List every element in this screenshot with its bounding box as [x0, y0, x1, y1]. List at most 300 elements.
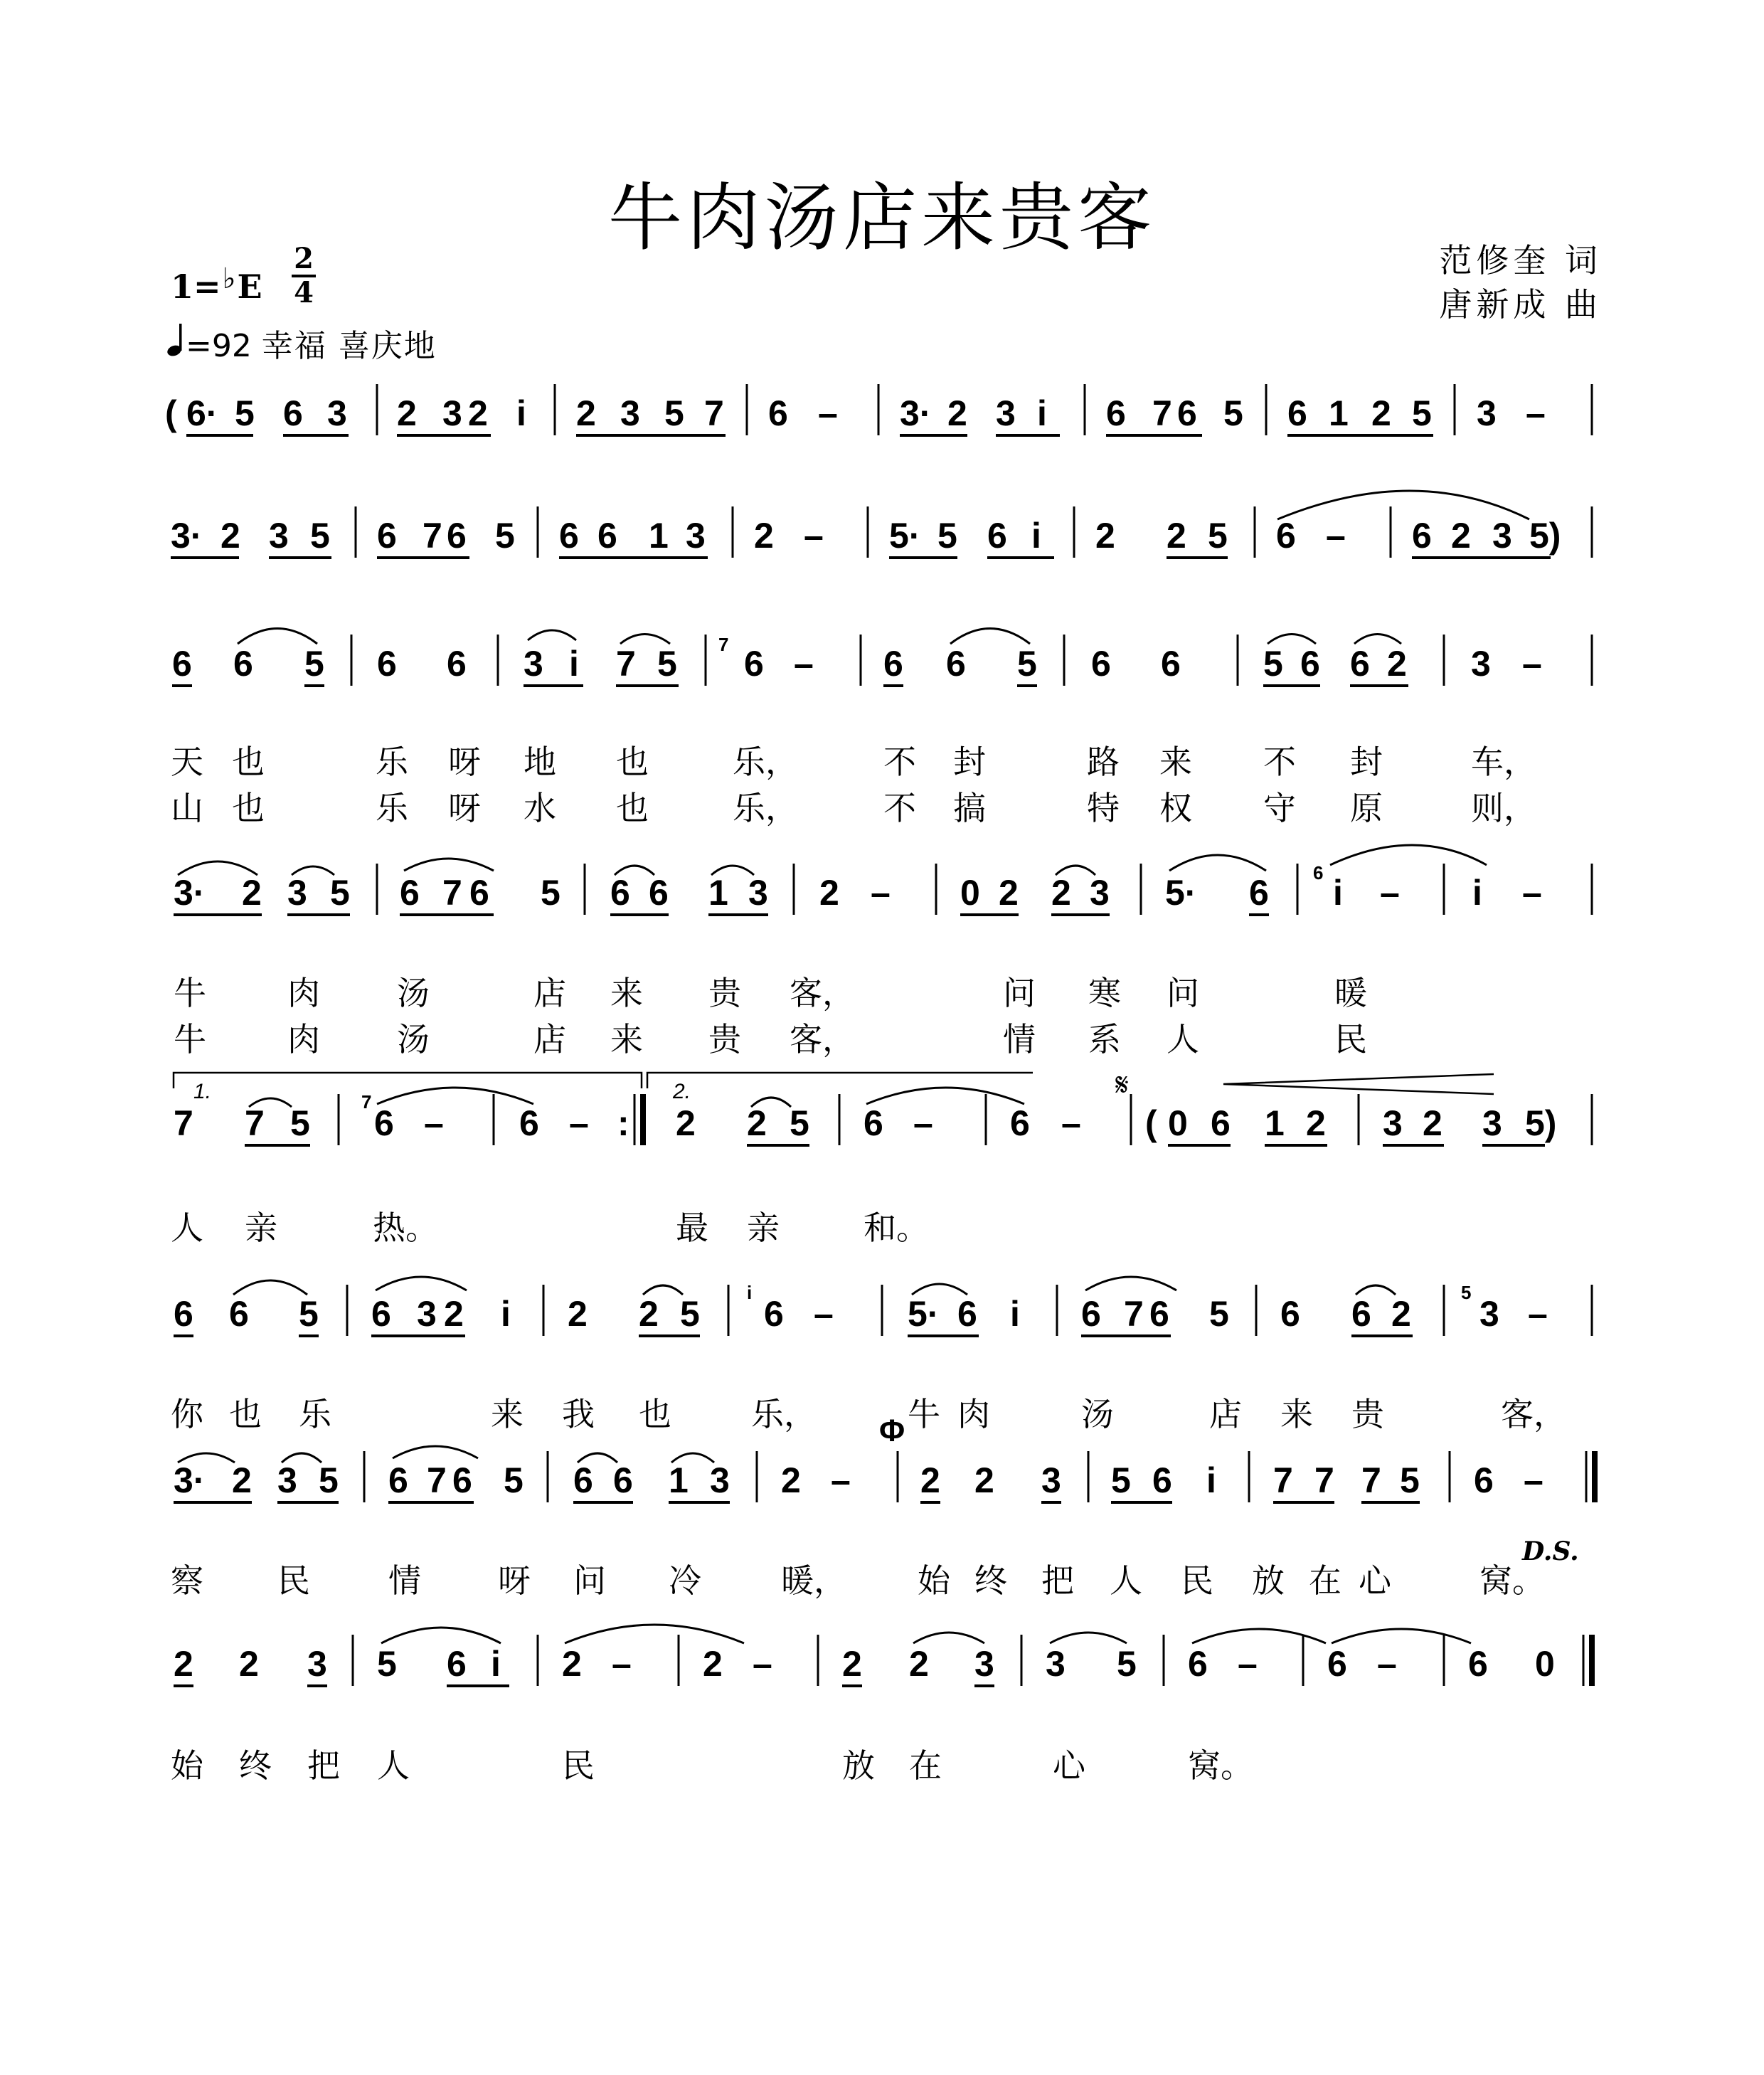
svg-text:5: 5: [1209, 1294, 1229, 1334]
svg-text:6: 6: [1468, 1644, 1488, 1684]
svg-text:6: 6: [469, 873, 489, 913]
lyric-syllable: 情: [388, 1561, 421, 1600]
svg-text:7: 7: [704, 393, 724, 433]
svg-text:5: 5: [1208, 516, 1228, 556]
svg-text:2: 2: [920, 1460, 940, 1500]
svg-text:3: 3: [1041, 1460, 1061, 1500]
svg-text:2: 2: [468, 393, 488, 433]
svg-text:2: 2: [819, 873, 839, 913]
svg-text:–: –: [569, 1103, 589, 1143]
lyric-syllable: 亲: [747, 1209, 780, 1247]
lyric-syllable: 察: [171, 1561, 203, 1600]
tempo-value: =92: [186, 328, 252, 364]
svg-text::: :: [617, 1103, 629, 1143]
lyric-syllable: 冷: [669, 1561, 701, 1600]
lyricist-credit: 范修奎 词: [1439, 241, 1602, 280]
svg-text:5: 5: [299, 1294, 319, 1334]
svg-text:1: 1: [1329, 393, 1349, 433]
svg-text:6: 6: [883, 644, 903, 684]
svg-text:3: 3: [1383, 1103, 1403, 1143]
svg-text:6: 6: [1161, 644, 1181, 684]
svg-text:–: –: [1528, 1294, 1548, 1334]
svg-text:i: i: [1037, 393, 1047, 433]
lyric-syllable: 来: [1280, 1395, 1313, 1433]
svg-text:i: i: [501, 1294, 511, 1334]
svg-text:3: 3: [1492, 516, 1512, 556]
lyric-syllable: 也: [616, 789, 649, 827]
lyric-syllable: 搞: [953, 789, 986, 827]
svg-text:5): 5): [1525, 1103, 1557, 1143]
svg-text:5·: 5·: [1165, 873, 1197, 913]
svg-text:7: 7: [442, 873, 462, 913]
svg-text:–: –: [804, 516, 824, 556]
flat-sign: ♭: [222, 262, 236, 295]
svg-text:–: –: [818, 393, 838, 433]
svg-text:2: 2: [999, 873, 1019, 913]
svg-text:6: 6: [1474, 1460, 1494, 1500]
lyric-syllable: 呀: [448, 789, 481, 827]
lyric-syllable: 贵: [708, 1020, 741, 1058]
paren-open: (: [165, 393, 177, 433]
svg-text:3: 3: [277, 1460, 297, 1500]
svg-text:6: 6: [174, 1294, 193, 1334]
lyric-syllable: 心: [1053, 1746, 1085, 1785]
lyric-syllable: 不: [883, 789, 916, 827]
lyric-syllable: 把: [1041, 1561, 1074, 1600]
svg-text:5): 5): [1529, 516, 1561, 556]
svg-text:2: 2: [703, 1644, 723, 1684]
svg-text:6: 6: [744, 644, 764, 684]
svg-text:6: 6: [1351, 1294, 1371, 1334]
lyric-syllable: 车，: [1471, 743, 1536, 781]
lyric-syllable: 寒: [1088, 974, 1121, 1012]
meter-top: 2: [294, 242, 314, 275]
svg-text:2: 2: [1451, 516, 1471, 556]
lyric-syllable: 亲: [245, 1209, 277, 1247]
svg-text:3: 3: [620, 393, 640, 433]
svg-text:6: 6: [1276, 516, 1296, 556]
svg-text:6: 6: [1300, 644, 1320, 684]
lyric-syllable: 热。: [373, 1209, 438, 1247]
svg-text:6: 6: [1280, 1294, 1300, 1334]
svg-text:6: 6: [610, 873, 630, 913]
lyric-syllable: 封: [953, 743, 986, 781]
lyric-syllable: 暖: [1334, 974, 1367, 1012]
svg-text:–: –: [871, 873, 891, 913]
lyric-syllable: 情: [1003, 1020, 1036, 1058]
system-3: [172, 629, 1592, 686]
svg-text:2: 2: [754, 516, 774, 556]
lyric-syllable: 乐: [376, 789, 408, 827]
svg-text:5: 5: [330, 873, 350, 913]
lyric-syllable: 贵: [1351, 1395, 1384, 1433]
svg-text:7: 7: [616, 644, 636, 684]
svg-text:7: 7: [718, 634, 729, 655]
lyric-syllable: 问: [573, 1561, 606, 1600]
lyric-syllable: 民: [277, 1561, 310, 1600]
svg-text:6: 6: [1106, 393, 1126, 433]
lyric-syllable: 暖，: [781, 1561, 846, 1600]
svg-text:i: i: [491, 1644, 501, 1684]
svg-text:6: 6: [613, 1460, 633, 1500]
lyric-syllable: 我: [562, 1395, 595, 1433]
lyric-syllable: 权: [1159, 789, 1192, 827]
svg-text:0: 0: [960, 873, 980, 913]
svg-text:6: 6: [172, 644, 192, 684]
svg-text:6: 6: [1081, 1294, 1101, 1334]
svg-text:6: 6: [1412, 516, 1432, 556]
meter-bottom: 4: [294, 276, 314, 309]
lyric-syllable: 特: [1087, 789, 1120, 827]
svg-text:7: 7: [1273, 1460, 1293, 1500]
svg-text:2: 2: [909, 1644, 929, 1684]
svg-text:–: –: [1524, 1460, 1544, 1500]
lyric-syllable: 店: [533, 1020, 566, 1058]
lyric-syllable: 窝。: [1479, 1561, 1545, 1600]
dal-segno-mark: D.S.: [1522, 1537, 1579, 1566]
lyric-syllable: 乐，: [733, 789, 798, 827]
lyric-syllable: 乐: [299, 1395, 331, 1433]
lyric-syllable: 也: [232, 743, 265, 781]
svg-text:3: 3: [748, 873, 768, 913]
svg-text:2: 2: [1306, 1103, 1326, 1143]
svg-text:6: 6: [388, 1460, 408, 1500]
svg-text:6: 6: [946, 644, 966, 684]
svg-text:6: 6: [374, 1103, 394, 1143]
svg-text:5: 5: [680, 1294, 700, 1334]
svg-text:i: i: [1206, 1460, 1216, 1500]
svg-text:3: 3: [1477, 393, 1497, 433]
lyric-syllable: 始: [171, 1746, 203, 1785]
svg-text:1: 1: [649, 516, 669, 556]
svg-text:6: 6: [1350, 644, 1370, 684]
svg-text:6: 6: [957, 1294, 977, 1334]
lyric-syllable: 路: [1087, 743, 1120, 781]
svg-text:5: 5: [1461, 1282, 1472, 1303]
svg-text:6: 6: [447, 516, 467, 556]
svg-text:6: 6: [1010, 1103, 1030, 1143]
lyric-syllable: 客，: [1501, 1395, 1566, 1433]
lyric-syllable: 不: [883, 743, 916, 781]
svg-text:3: 3: [1479, 1294, 1499, 1334]
svg-text:3: 3: [1046, 1644, 1066, 1684]
coda-icon: Φ: [879, 1413, 905, 1448]
svg-text:5·: 5·: [889, 516, 921, 556]
svg-text:2: 2: [239, 1644, 259, 1684]
lyric-syllable: 最: [676, 1209, 708, 1247]
svg-text:5: 5: [1263, 644, 1283, 684]
svg-text:i: i: [1010, 1294, 1020, 1334]
lyric-syllable: 肉: [287, 974, 320, 1012]
lyric-syllable: 呀: [448, 743, 481, 781]
svg-text:2: 2: [974, 1460, 994, 1500]
svg-text:3: 3: [269, 516, 289, 556]
lyric-syllable: 民: [1334, 1020, 1367, 1058]
svg-text:6: 6: [768, 393, 788, 433]
svg-text:3: 3: [1090, 873, 1110, 913]
svg-text:2: 2: [842, 1644, 862, 1684]
svg-text:5: 5: [319, 1460, 339, 1500]
lyric-syllable: 汤: [397, 1020, 430, 1058]
svg-text:1: 1: [669, 1460, 689, 1500]
svg-text:–: –: [794, 644, 814, 684]
svg-text:–: –: [1061, 1103, 1081, 1143]
svg-text:–: –: [1526, 393, 1546, 433]
svg-text:6: 6: [400, 873, 420, 913]
svg-text:3·: 3·: [174, 873, 206, 913]
svg-text:6: 6: [452, 1460, 472, 1500]
svg-text:5: 5: [504, 1460, 524, 1500]
svg-text:–: –: [831, 1460, 851, 1500]
lyric-syllable: 始: [918, 1561, 950, 1600]
svg-text:3·: 3·: [174, 1460, 206, 1500]
lyric-syllable: 来: [610, 1020, 643, 1058]
svg-text:i: i: [569, 644, 579, 684]
tempo-expression: 幸福 喜庆地: [261, 328, 437, 364]
svg-text:6: 6: [447, 1644, 467, 1684]
svg-text:6: 6: [1287, 393, 1307, 433]
lyric-syllable: 原: [1350, 789, 1383, 827]
svg-text:2: 2: [568, 1294, 588, 1334]
lyric-syllable: 问: [1167, 974, 1199, 1012]
lyric-syllable: 贵: [708, 974, 741, 1012]
lyric-syllable: 地: [524, 743, 556, 781]
lyric-syllable: 民: [1181, 1561, 1213, 1600]
segno-icon: 𝄋: [1115, 1068, 1129, 1103]
key-prefix: 1=: [171, 267, 221, 306]
svg-text:–: –: [814, 1294, 834, 1334]
svg-text:2: 2: [1051, 873, 1071, 913]
lyric-syllable: 封: [1350, 743, 1383, 781]
svg-text:7: 7: [1152, 393, 1172, 433]
lyric-syllable: 来: [610, 974, 643, 1012]
svg-text:7: 7: [423, 516, 442, 556]
svg-text:2: 2: [1167, 516, 1186, 556]
decrescendo-hairpin: [1223, 1074, 1494, 1094]
svg-text:5: 5: [790, 1103, 809, 1143]
svg-text:5: 5: [937, 516, 957, 556]
svg-text:6: 6: [1177, 393, 1197, 433]
svg-text:3: 3: [996, 393, 1016, 433]
svg-text:2: 2: [444, 1294, 464, 1334]
svg-text:6: 6: [764, 1294, 784, 1334]
svg-text:–: –: [1522, 644, 1542, 684]
lyric-syllable: 在: [1309, 1561, 1341, 1600]
svg-text:5: 5: [495, 516, 515, 556]
lyric-syllable: 乐，: [751, 1395, 817, 1433]
svg-text:2: 2: [1423, 1103, 1442, 1143]
svg-text:2: 2: [562, 1644, 582, 1684]
svg-text:7: 7: [174, 1103, 193, 1143]
svg-text:–: –: [753, 1644, 772, 1684]
svg-text:3: 3: [307, 1644, 327, 1684]
lyric-syllable: 在: [909, 1746, 942, 1785]
svg-text:2: 2: [174, 1644, 193, 1684]
svg-text:6: 6: [573, 1460, 593, 1500]
lyric-syllable: 也: [229, 1395, 262, 1433]
svg-text:6: 6: [1091, 644, 1111, 684]
svg-text:3: 3: [417, 1294, 437, 1334]
svg-text:3: 3: [287, 873, 307, 913]
svg-text:–: –: [1377, 1644, 1397, 1684]
key-note: E: [237, 267, 262, 306]
system-2: [171, 491, 1592, 558]
lyric-syllable: 天: [171, 743, 203, 781]
svg-text:–: –: [913, 1103, 933, 1143]
svg-text:2: 2: [747, 1103, 767, 1143]
svg-text:3: 3: [686, 516, 706, 556]
lyric-syllable: 问: [1003, 974, 1036, 1012]
svg-text:6: 6: [864, 1103, 883, 1143]
lyric-syllable: 汤: [1081, 1395, 1114, 1433]
svg-text:–: –: [424, 1103, 444, 1143]
svg-text:3: 3: [974, 1644, 994, 1684]
svg-text:–: –: [1380, 873, 1400, 913]
svg-text:i: i: [516, 393, 526, 433]
svg-text:2: 2: [1371, 393, 1391, 433]
svg-text:2: 2: [781, 1460, 801, 1500]
svg-text:5: 5: [1400, 1460, 1420, 1500]
lyric-syllable: 人: [377, 1746, 410, 1785]
svg-text:6: 6: [1327, 1644, 1347, 1684]
lyric-syllable: 终: [974, 1561, 1007, 1600]
svg-text:5: 5: [1117, 1644, 1137, 1684]
lyric-syllable: 肉: [287, 1020, 320, 1058]
volta-1-label: 1.: [193, 1080, 212, 1103]
lyric-syllable: 汤: [397, 974, 430, 1012]
lyric-syllable: 牛: [908, 1395, 940, 1433]
lyric-syllable: 窝。: [1188, 1746, 1253, 1785]
svg-text:5: 5: [657, 644, 677, 684]
svg-text:6: 6: [1188, 1644, 1208, 1684]
svg-text:5: 5: [1017, 644, 1037, 684]
svg-text:3: 3: [524, 644, 543, 684]
svg-text:5: 5: [235, 393, 255, 433]
svg-text:7: 7: [1124, 1294, 1144, 1334]
svg-text:6: 6: [559, 516, 579, 556]
lyric-syllable: 店: [533, 974, 566, 1012]
svg-text:6: 6: [377, 644, 397, 684]
system-8: [174, 1625, 1592, 1686]
lyric-syllable: 也: [232, 789, 265, 827]
svg-text:5: 5: [304, 644, 324, 684]
svg-text:3: 3: [1471, 644, 1491, 684]
system-1: [165, 384, 1592, 435]
system-5: [174, 1068, 1592, 1145]
svg-text:1: 1: [1265, 1103, 1285, 1143]
svg-text:6: 6: [597, 516, 617, 556]
svg-text:i: i: [1031, 516, 1041, 556]
svg-text:(: (: [1145, 1103, 1157, 1143]
lyric-syllable: 放: [1252, 1561, 1285, 1600]
svg-text:–: –: [612, 1644, 632, 1684]
svg-text:2: 2: [1095, 516, 1115, 556]
svg-text:3: 3: [710, 1460, 730, 1500]
svg-text:–: –: [1522, 873, 1542, 913]
svg-text:3: 3: [442, 393, 462, 433]
svg-text:5: 5: [290, 1103, 310, 1143]
lyric-syllable: 系: [1088, 1020, 1121, 1058]
svg-text:i: i: [1333, 873, 1343, 913]
svg-text:6: 6: [1313, 862, 1324, 883]
lyric-syllable: 把: [307, 1746, 340, 1785]
svg-text:6: 6: [1211, 1103, 1231, 1143]
svg-text:7: 7: [427, 1460, 447, 1500]
lyric-syllable: 水: [524, 789, 556, 827]
svg-text:6: 6: [283, 393, 303, 433]
svg-text:7: 7: [1361, 1460, 1381, 1500]
svg-text:5: 5: [1412, 393, 1432, 433]
lyric-syllable: 乐，: [733, 743, 798, 781]
lyric-syllable: 人: [1110, 1561, 1142, 1600]
svg-text:6: 6: [233, 644, 253, 684]
svg-text:6: 6: [371, 1294, 391, 1334]
lyric-syllable: 客，: [790, 1020, 855, 1058]
lyric-syllable: 来: [1159, 743, 1192, 781]
svg-text:i: i: [747, 1282, 753, 1303]
lyric-syllable: 也: [616, 743, 649, 781]
svg-text:5·: 5·: [908, 1294, 940, 1334]
svg-text:2: 2: [220, 516, 240, 556]
svg-text:2: 2: [1391, 1294, 1411, 1334]
svg-text:6: 6: [1152, 1460, 1172, 1500]
lyric-syllable: 来: [491, 1395, 524, 1433]
lyric-syllable: 店: [1209, 1395, 1242, 1433]
svg-text:6: 6: [649, 873, 669, 913]
system-6: [174, 1277, 1592, 1336]
svg-text:–: –: [1326, 516, 1346, 556]
svg-text:2: 2: [242, 873, 262, 913]
song-title: 牛肉汤店来贵客: [607, 174, 1156, 261]
svg-text:6: 6: [1249, 873, 1269, 913]
system-4: [174, 845, 1592, 915]
svg-text:6: 6: [447, 644, 467, 684]
svg-text:5: 5: [1223, 393, 1243, 433]
volta-2-label: 2.: [673, 1080, 691, 1103]
svg-text:2: 2: [397, 393, 417, 433]
composer-credit: 唐新成 曲: [1439, 285, 1602, 324]
lyric-syllable: 客，: [790, 974, 855, 1012]
svg-text:3: 3: [1482, 1103, 1502, 1143]
svg-text:6·: 6·: [186, 393, 218, 433]
lyric-syllable: 则，: [1471, 789, 1536, 827]
lyric-syllable: 乐: [376, 743, 408, 781]
lyric-syllable: 山: [171, 789, 203, 827]
svg-text:0: 0: [1535, 1644, 1555, 1684]
svg-text:–: –: [1238, 1644, 1258, 1684]
lyric-syllable: 放: [842, 1746, 875, 1785]
svg-text:5: 5: [541, 873, 560, 913]
svg-text:3·: 3·: [900, 393, 932, 433]
lyric-syllable: 牛: [174, 974, 206, 1012]
lyric-syllable: 终: [239, 1746, 272, 1785]
lyric-syllable: 肉: [957, 1395, 990, 1433]
svg-text:0: 0: [1168, 1103, 1188, 1143]
lyric-syllable: 你: [171, 1395, 203, 1433]
lyric-syllable: 民: [562, 1746, 595, 1785]
svg-text:1: 1: [708, 873, 728, 913]
lyric-syllable: 和。: [864, 1209, 929, 1247]
lyric-syllable: 人: [1167, 1020, 1199, 1058]
lyric-syllable: 守: [1263, 789, 1296, 827]
svg-text:7: 7: [245, 1103, 265, 1143]
svg-text:5: 5: [377, 1644, 397, 1684]
lyric-syllable: 心: [1359, 1561, 1391, 1600]
svg-text:5: 5: [1111, 1460, 1131, 1500]
lyric-syllable: 不: [1263, 743, 1296, 781]
svg-text:6: 6: [377, 516, 397, 556]
svg-text:2: 2: [947, 393, 967, 433]
